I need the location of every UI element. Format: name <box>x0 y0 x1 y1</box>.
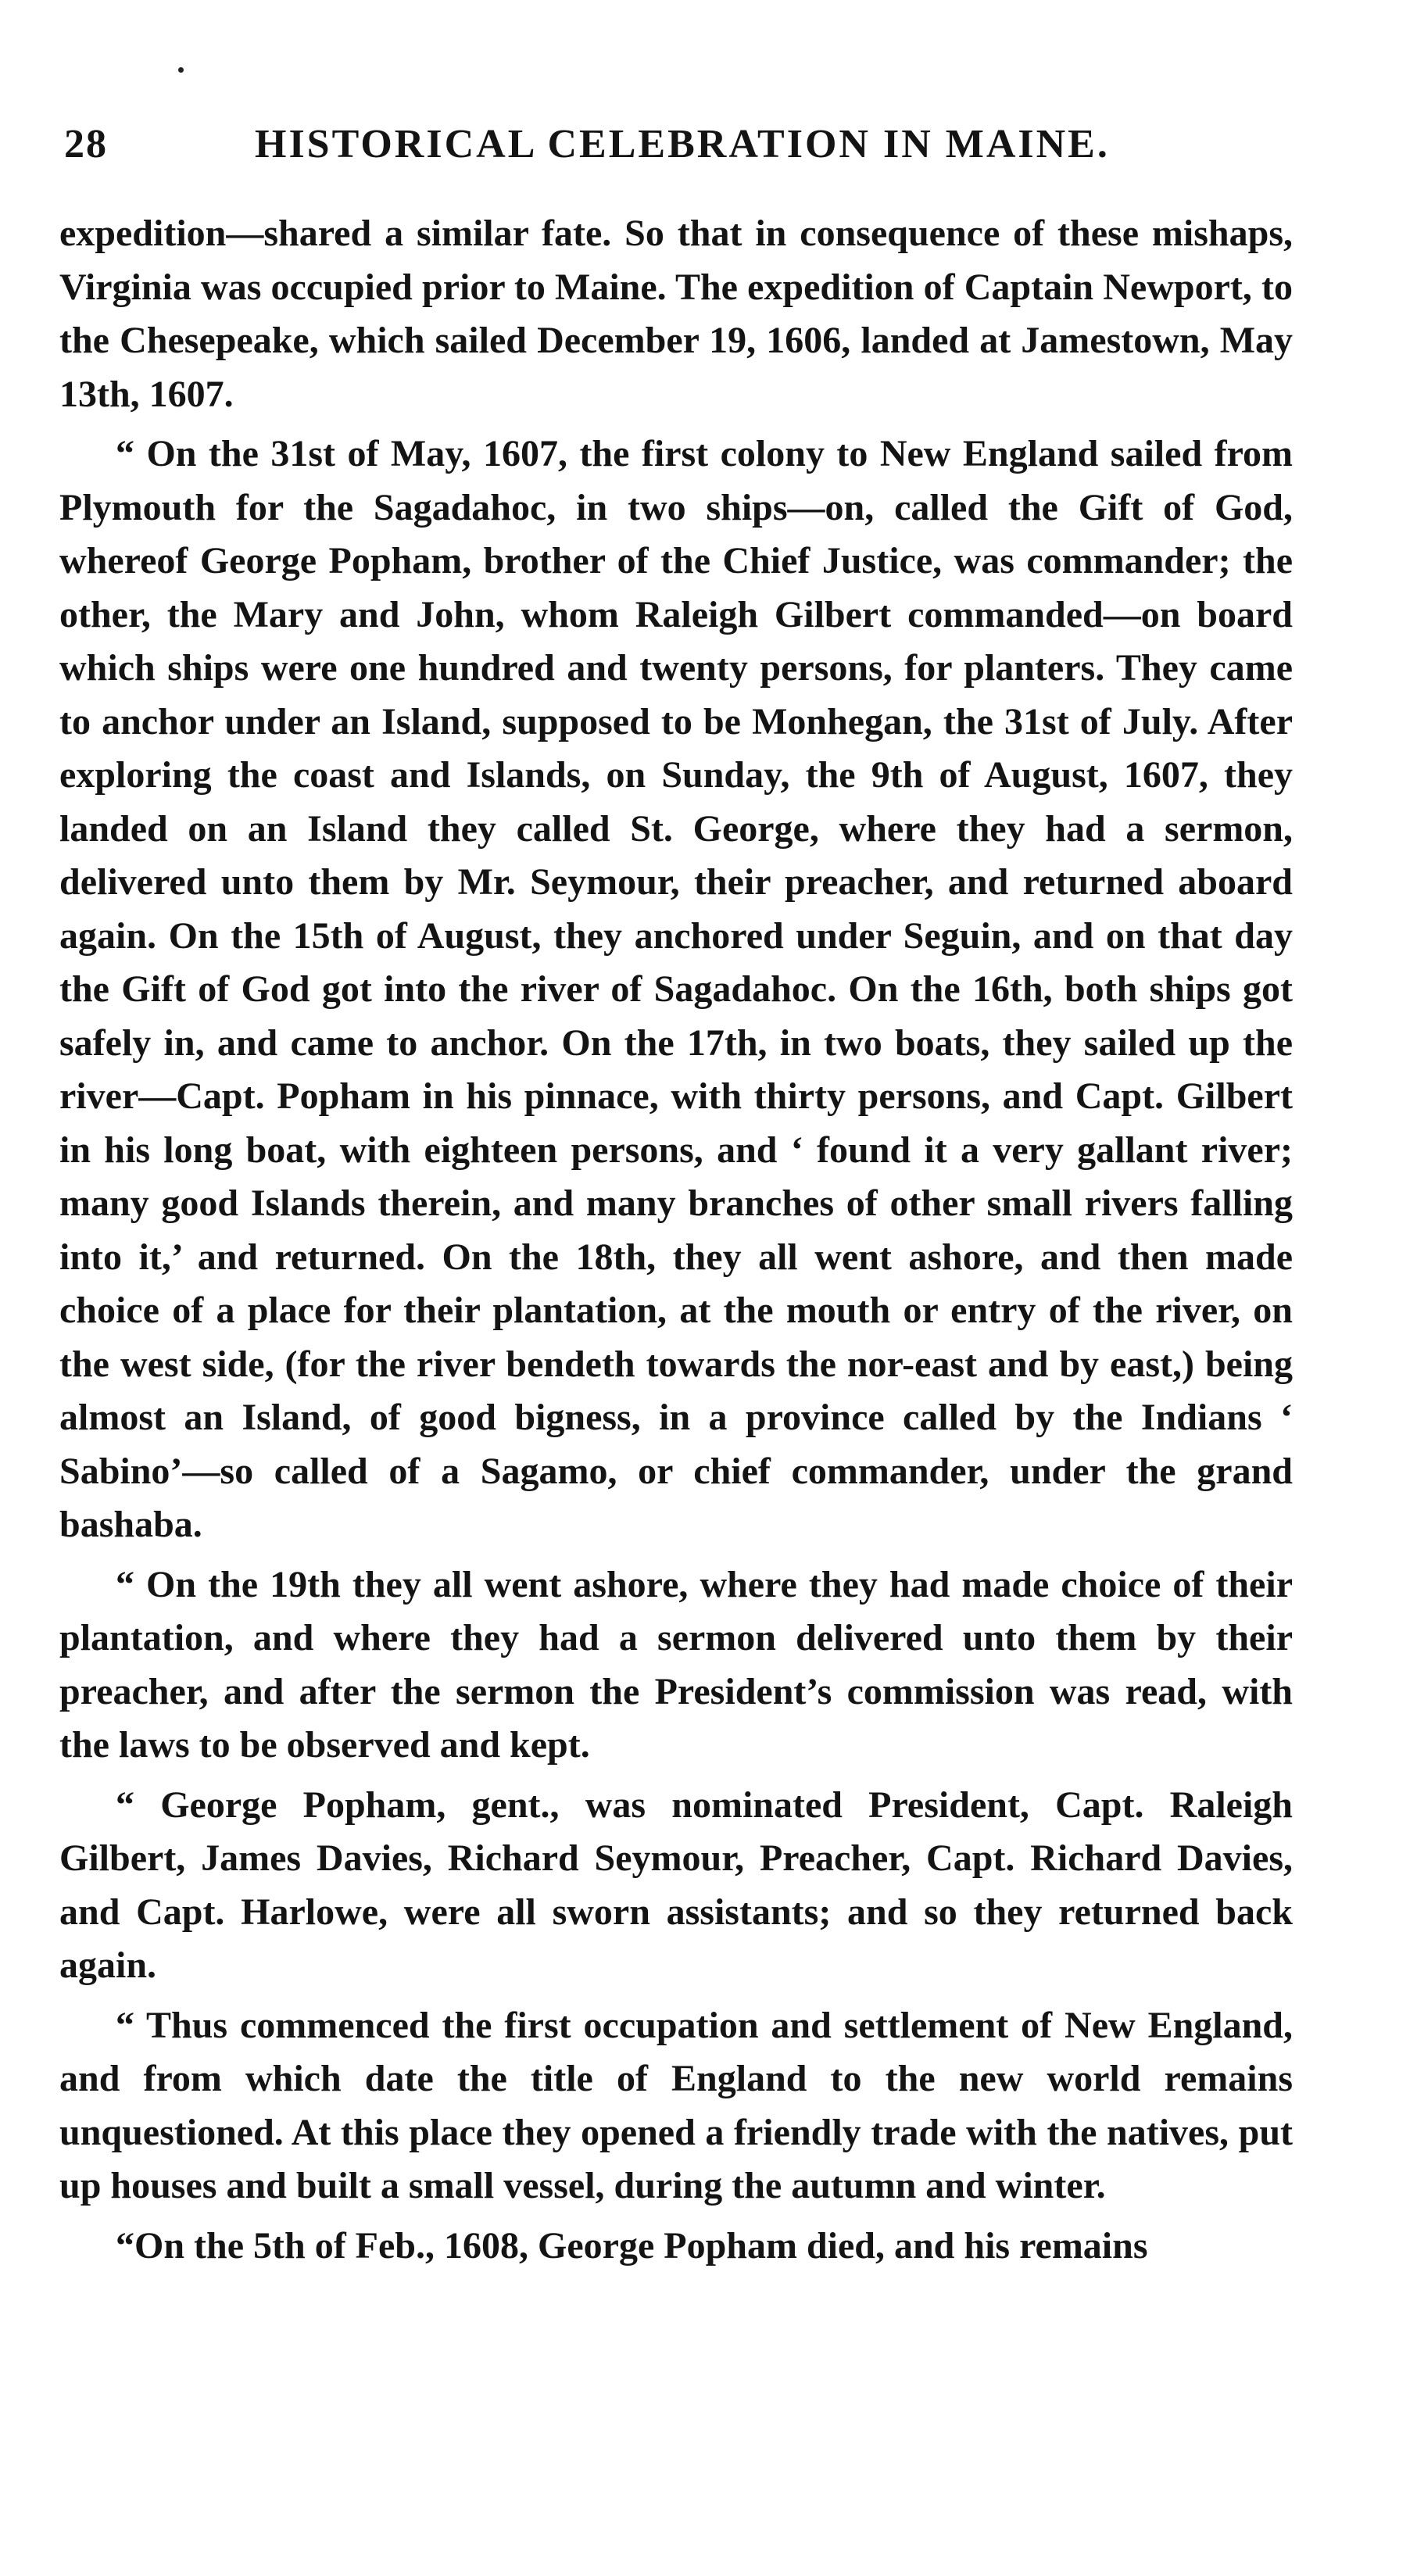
body-text <box>59 207 1293 2273</box>
running-head <box>59 113 1293 176</box>
paragraph-2: “ On the 31st of May, 1607, the first colony to New England sailed from Plymouth for the Sagadahoc, in two ships—on, called the Gift of God, whereof George Popham, brother of the Chief Justice, was commander; the other, the Mary and John, whom Raleigh Gilbert commanded—on board which ships were one hundred and twenty persons, for planters. They came to anchor under an Island, supposed to be Monhegan, the 31st of July. After exploring the coast and Islands, on Sunday, the 9th of August, 1607, they landed on an Island they called St. George, where they had a sermon, delivered unto them by Mr. Seymour, their preacher, and returned aboard again. On the 15th of August, they anchored under Seguin, and on that day the Gift of God got into the river of Sagadahoc. On the 16th, both ships got safely in, and came to anchor. On the 17th, in two boats, they sailed up the river—Capt. Popham in his pinnace, with thirty persons, and Capt. Gilbert in his long boat, with eighteen persons, and ‘ found it a very gallant river; many good Islands therein, and many branches of other small rivers falling into it,’ and returned. On the 18th, they all went ashore, and then made choice of a place for their plantation, at the mouth or entry of the river, on the west side, (for the river bendeth towards the nor-east and by east,) being almost an Island, of good bigness, in a province called by the Indians ‘ Sabino’—so called of a Sagamo, or chief commander, under the grand bashaba. <box>59 433 1293 1545</box>
paragraph-1: expedition—shared a similar fate. So that in consequence of these mishaps, Virginia was occupied prior to Maine. The expedition of Captain Newport, to the Chesepeake, which sailed December 19, 1606, landed at Jamestown, May 13th, 1607. <box>59 213 1293 415</box>
paragraph-6: “On the 5th of Feb., 1608, George Popham died, and his remains <box>116 2224 1148 2267</box>
paragraph-4: “ George Popham, gent., was nominated President, Capt. Raleigh Gilbert, James Davies, Richard Seymour, Preacher, Capt. Richard Davies, and Capt. Harlowe, were all sworn assistants; and so they returned back again. <box>59 1784 1293 1986</box>
page-number: 28 <box>64 122 108 166</box>
paragraph-5: “ Thus commenced the first occupation and settlement of New England, and from which date the title of England to the new world remains unquestioned. At this place they opened a friendly trade with the natives, put up houses and built a small vessel, during the autumn and winter. <box>59 2004 1293 2206</box>
running-title: HISTORICAL CELEBRATION IN MAINE. <box>255 122 1110 166</box>
paragraph-3: “ On the 19th they all went ashore, where they had made choice of their plantation, and where they had a sermon delivered unto them by their preacher, and after the sermon the President’s commission was read, with the laws to be observed and kept. <box>59 1563 1293 1766</box>
ink-speck <box>178 67 184 73</box>
book-page <box>59 113 1293 2273</box>
